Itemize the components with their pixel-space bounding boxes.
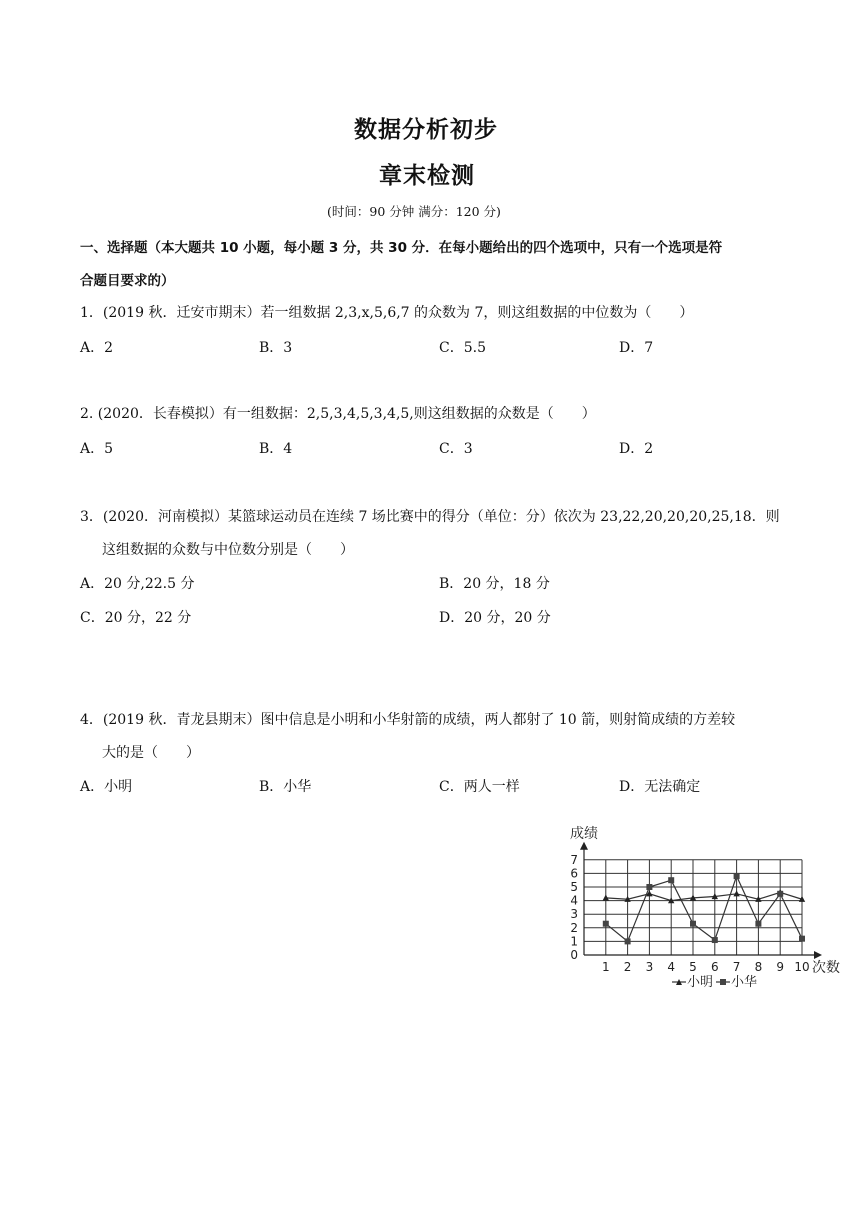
x-axis-arrow: [814, 951, 822, 959]
series-2-point: [603, 921, 609, 927]
question-2-option-a: A．5: [80, 441, 114, 457]
y-tick-label: 4: [570, 893, 578, 908]
x-tick-label: 10: [794, 960, 810, 974]
series-2-point: [646, 884, 652, 890]
y-tick-label: 2: [570, 920, 578, 935]
x-tick-label: 1: [601, 960, 610, 974]
y-tick-label: 5: [570, 880, 578, 894]
question-4-option-d: D．无法确定: [619, 779, 701, 795]
score-line-chart: [560, 820, 852, 998]
series-2-point: [777, 891, 783, 897]
question-3-option-a: A．20 分,22.5 分: [80, 576, 195, 592]
question-2-option-d: D．2: [619, 441, 654, 457]
section-heading-line1: 一、选择题（本大题共 10 小题，每小题 3 分，共 30 分．在每小题给出的四个选项中，只有一个选项是符: [80, 240, 723, 256]
question-3-option-c: C．20 分，22 分: [80, 610, 192, 626]
series-2-point: [799, 936, 805, 942]
x-tick-label: 3: [645, 960, 654, 974]
series-2-point: [690, 921, 696, 927]
x-tick-label: 2: [623, 960, 632, 974]
legend-label-2: 小华: [731, 975, 758, 990]
x-tick-label: 4: [667, 960, 676, 974]
question-3-option-b: B．20 分，18 分: [439, 576, 550, 592]
x-tick-label: 6: [710, 960, 719, 974]
x-tick-label: 8: [754, 960, 763, 974]
question-4-option-c: C．两人一样: [439, 779, 520, 795]
legend-label-1: 小明: [687, 975, 714, 990]
legend-marker-2: [720, 979, 726, 985]
question-2-option-c: C．3: [439, 441, 473, 457]
y-tick-label: 0: [570, 948, 578, 962]
series-2-point: [734, 873, 740, 879]
exam-info: (时间：90 分钟 满分：120 分): [327, 204, 501, 219]
y-tick-label: 3: [570, 907, 578, 922]
question-1-option-d: D．7: [619, 340, 654, 356]
question-4-option-b: B．小华: [259, 779, 312, 795]
series-2-point: [712, 937, 718, 943]
question-3-stem-line2: 这组数据的众数与中位数分别是（ ）: [102, 542, 354, 558]
question-1-option-a: A．2: [80, 340, 114, 356]
y-tick-label: 7: [570, 852, 578, 867]
x-tick-label: 5: [689, 960, 697, 974]
chart-x-axis-label: 次数: [812, 960, 840, 976]
question-3-stem-line1: 3．(2020．河南模拟）某篮球运动员在连续 7 场比赛中的得分（单位：分）依次为 23,22,20,20,20,25,18．则: [80, 509, 780, 525]
question-2-stem: 2. (2020．长春模拟）有一组数据：2,5,3,4,5,3,4,5,则这组数据的众数是（ ）: [80, 406, 596, 422]
x-tick-label: 7: [732, 960, 741, 974]
page-subtitle: 章末检测: [379, 163, 475, 189]
chart-legend: [672, 974, 757, 990]
question-1-stem: 1．(2019 秋．迁安市期末）若一组数据 2,3,x,5,6,7 的众数为 7，则这组数据的中位数为（ ）: [80, 305, 694, 321]
question-1-option-c: C．5.5: [439, 340, 486, 356]
chart-series: [603, 873, 806, 944]
series-line-1: [606, 892, 802, 900]
y-tick-label: 6: [570, 866, 578, 881]
y-tick-label: 1: [570, 934, 578, 949]
series-line-2: [606, 876, 802, 941]
question-3-option-d: D．20 分，20 分: [439, 610, 551, 626]
x-tick-label: 9: [776, 960, 785, 974]
y-axis-arrow: [580, 842, 588, 850]
question-4-stem-line2: 大的是（ ）: [102, 745, 200, 761]
chart-grid: [584, 860, 802, 955]
question-1-option-b: B．3: [259, 340, 293, 356]
series-2-point: [625, 938, 631, 944]
chart-y-axis-label: 成绩: [570, 826, 598, 842]
series-2-point: [755, 921, 761, 927]
series-1-point: [733, 890, 739, 896]
question-4-option-a: A．小明: [80, 779, 133, 795]
series-2-point: [668, 877, 674, 883]
section-heading-line2: 合题目要求的）: [80, 273, 175, 289]
question-2-option-b: B．4: [259, 441, 293, 457]
question-4-stem-line1: 4．(2019 秋．青龙县期末）图中信息是小明和小华射箭的成绩，两人都射了 10 箭，则射简成绩的方差较: [80, 712, 736, 728]
page-title: 数据分析初步: [354, 117, 498, 143]
